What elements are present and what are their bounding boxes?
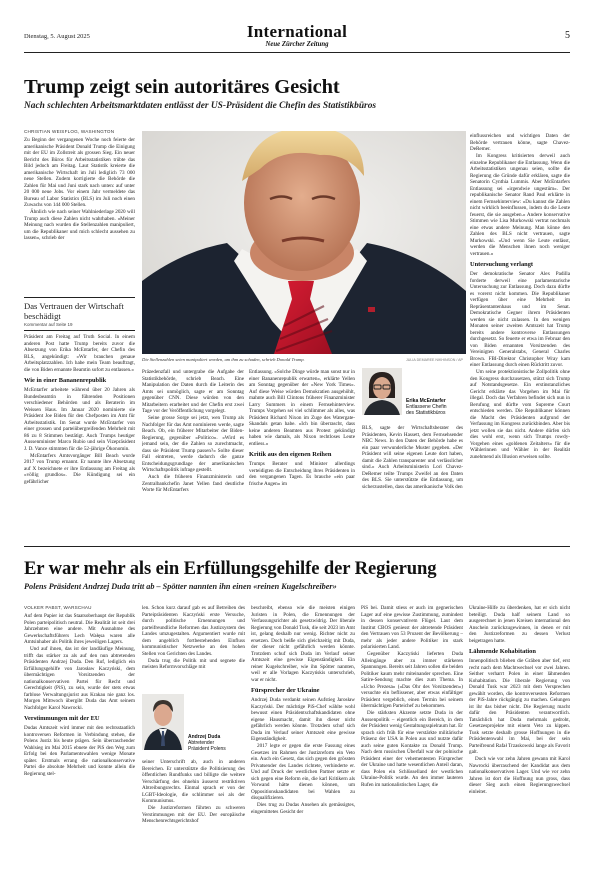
paragraph: Ukraine-Hilfe zu überdenken, hat er sich nicht beteiligt. Duda half seinem Land so ausgerechnet in jenen Kreisen international den Anschein zurückzugewinnen, in denen er mit den Justizreformen zu dessen Verlust beigetragen hatte.: [469, 605, 570, 644]
article2-col1: [24, 613, 135, 865]
duda-portrait: [142, 694, 184, 750]
teaser-rule: [24, 330, 135, 331]
article1-subhead: Nach schlechten Arbeitsmarktdaten entlässt der US-Präsident die Chefin des Statistikbüros: [24, 101, 377, 111]
paragraph: Dies trug zu Dudas Ansehen als gemässigtes, eingemittetes Gesicht der: [251, 802, 355, 815]
commentary-teaser: [24, 297, 135, 331]
paragraph: Im Kongress kritisierten derweil auch einzelne Republikaner die Entlassung. Wenn die Arbeitsstatistiken ungenau seien, sollte die Regierung die Gründe dafür erklären, sagte die Senatorin Cynthia Lummis. Aber McEntarfers Entlassung sei «irgendwie ungestüm». Der republikanische Senator Rand Paul erklärte in einem Fernsehinterview: «Du kannst die Zahlen nicht wirklich beeinflussen, indem du die Leute feuerst, die sie ausgeben.» Andere konservative Stimmen wie Lisa Murkowski vertrat nochmals eine etwas andere Meinung. Man könne den Zahlen des BLS nicht vertrauen, sagte Murkowski. «Und wenn Sie Leute entlässt, werden die Menschen ihnen noch weniger vertrauen.»: [470, 153, 570, 257]
duda-caption: [188, 734, 226, 752]
person-role: Abtretender: [188, 740, 215, 746]
paragraph: Zu Beginn der vergangenen Woche noch feierte der amerikanische Präsident Donald Trump die Einigung mit der EU im Zollstreit als grossen Sieg. Ein neuer Bericht des Büros für Arbeitsstatistiken trübte das Bild jedoch am Freitag. Laut Statistik kreierte die amerikanische Wirtschaft im Juli lediglich 73 000 neue Stellen. Zudem korrigierte die Behörde die Zahlen für Mai und Juni stark nach unten: auf unter 20 000 neue Jobs. Vor einem Jahr vermeldete das Bureau of Labor Statistics (BLS) im Juli noch einen Zuwachs von 144 000 Stellen.: [24, 137, 135, 208]
paragraph: 2017 legte er gegen die erste Fassung eines Gesetzes im Rahmen der Justizreform ein Veto ein. Auch ein Gesetz, das sich gegen den grössten Privatsender des Landes richtete, verhinderte er. Und auf Druck der westlichen Partner setzte er sich gegen eine Reform ein, die karl Kritikern als Vorwand hätte dienen können, um Oppositionskandidaten bei Wahlen zu disqualifizieren.: [251, 743, 355, 802]
person-role: des Statistikbüros: [406, 410, 446, 416]
trump-photo: [142, 131, 466, 354]
paragraph: einflussreichen und wichtigen Daten der Behörde vertrauen könne, sagte Chavez-DeRemer.: [470, 133, 570, 152]
paragraph: Der demokratische Senator Alex Padilla forderte derweil eine parlamentarische Untersuchung zur Entlassung. Doch dazu dürfte es vorerst nicht kommen. Die Republikaner verfügen über eine Mehrheit im Repräsentantenhaus und im Senat. Demokratische Gegner ihrem Präsidenten werden sie nicht zulassen. In den wenigen Monaten seiner zweiten Amtszeit hat Trump bereits andere kontroverse Entlassungen durchgesetzt. So feuerte er etwa im Februar den von Biden ernannten Vorsitzenden des Vereinigten Generalstabs, General Charles Brown. FBI-Direktor Christopher Wray kam einer Entlassung durch einen Rücktritt zuvor.: [470, 271, 570, 369]
article2-col5: [469, 605, 570, 865]
paragraph: Duda trug die Politik mit und segnete die meisten Reformvorschläge mit: [142, 657, 245, 671]
paragraph: Andrzej Duda verdankt seinen Aufstieg Jarosław Kaczyński. Der mächtige PiS-Chef wählte wohl bewusst einen Präsidentschaftskandidaten ohne eigene Hausmacht, damit ihn dieser nicht gefährlich werden könnte. Trotzdem schuf sich Duda im Verlauf seiner Amtszeit eine gewisse Eigenständigkeit.: [251, 697, 355, 742]
subheading: Wie in einer Bananenrepublik: [24, 377, 107, 384]
paragraph: Seine grosse Sorge sei jetzt, wen Trump als Nachfolger für das Amt nominieren werde, sagte Beach. Ob, ein früherer Mitarbeiter der Biden-Regierung, gegenüber «Politico». «Wird es jemand sein, der die Zahlen so zurechtmacht, dass sie Präsident Trump passen?» Sollte dieser Fall eintreten, werde dadurch die ganze Entscheidungsgrundlage der amerikanischen Wirtschaftspolitik infrage gestellt.: [142, 415, 244, 474]
paragraph: Doch wie vor zehn Jahren gewann mit Karol Nawrocki überraschend der Kandidat aus dem nationalkonservativen Lager. Und wie vor zehn Jahren ist dort die Hoffnung nun gross, dass dieser Sieg auch einen Regierungswechsel einleitet.: [469, 756, 570, 795]
paragraph: seiner Unterschrift ab, auch in anderen Bereichen. Er unterstützte die Politisierung des öffentlichen Rundfunks und billigte die weitere Verschärfung des ohnehin äusserst restriktiven Abtreibungsrechts. Einmal sprach er von der LGBT-Ideologie, die schlimmer sei als der Kommunismus.: [142, 759, 245, 804]
paragraph: BLS, sagte der Wirtschaftsberater des Präsidenten, Kevin Hassett, dem Fernsehsender NBC News. In den Daten der Behörde habe es ein paar verwunderliche Muster gegeben. «Der Präsident will seine eigenen Leute dort haben, damit die Zahlen transparenter und verlässlicher sind.» Auch Arbeitsministerin Lori Chavez-DeRemer teilte Trumps Zweifel an den Daten des BLS. Sie unterstützte die Entlassung, um sicherzustellen, dass das amerikanische Volk den: [362, 425, 463, 490]
photo-caption: Die Stellenzahlen seien manipuliert worden, um ihm zu schaden, schrieb Donald Trump.: [142, 357, 305, 362]
paragraph: Und auf ihnen, das ist der landläufige Meinung, trifft das stärker zu als auf den nun abtretenden Präsidenten Andrzej Duda. Den Ruf, lediglich ein Erfüllungsgehilfe von Jarosław Kaczyński, dem übermächtigen Vorsitzenden der nationalkonservativen Partei für Recht und Gerechtigkeit (PiS), zu sein, wurde der stets etwas farblose Verwaltungsjurist aus Krakau nie ganz los. Morgen Mittwoch übergibt Duda das Amt seinem Nachfolger Karol Nawrocki.: [24, 646, 135, 711]
paragraph: Auf dem Papier ist das Staatsoberhaupt der Republik Polen parteipolitisch neutral. Die Realität ist seit drei Jahrzehnten eine andere. Mit Ausnahme des Gewerkschaftsführers Lech Wałęsa waren alle Amtsinhaber als Politik ihres jeweiligen Lagers.: [24, 613, 135, 645]
person-name: Andrzej Duda: [188, 734, 221, 740]
face: [373, 377, 391, 399]
teaser-rule: [24, 297, 135, 298]
article2-headline: Er war mehr als ein Erfüllungsgehilfe der Regierung: [24, 558, 437, 579]
article-divider: [24, 546, 570, 547]
paragraph: Auch die früheren Finanzministerin und Zentralbankchefin Janet Yellen fand deutliche Worte für McEntarfers: [142, 474, 244, 494]
article1-col2: [142, 369, 244, 539]
article1-col4: [362, 425, 463, 539]
mcentarfer-portrait: [362, 368, 402, 415]
teaser-title: Das Vertrauen der Wirtschaft beschädigt: [24, 301, 124, 321]
subheading: Lähmende Kohabitation: [469, 648, 536, 655]
paragraph: Um seine protektionistische Zollpolitik ohne den Kongress durchzusetzen, stützt sich Trump auf Notstandsgesetze. Ein erstinstanzliches Gericht erklärte das Vorgehen im Mai für illegal. Doch das Verfahren befindet sich nun in Berufung und dürfte vom Supreme Court entschieden werden. Die Republikaner können die Macht des Präsidenten aufgrund der Verfassung im Kongress zurückbinden. Aber bis jetzt wollen sie das nicht. Andere dürfen sich dies wohl erst, wenn sich Trumps rowdy-Vorgehen eines «goldenen Zeitalters» für die Wählerinnen und Wähler in der Realität zunehmend als Illusion erweisen sollte.: [470, 369, 570, 460]
paragraph: len. Schon kurz darauf gab es auf Betreiben des Parteipräsidenten Kaczyński erste Versuche, durch politische Ernennungen und parteifreundliche Reformen das Justizsystem des Landes umzugestalten. Argumentiert wurde mit dem angeblich fortbestehenden Einfluss kommunistischer Netzwerke an den hohen Stellen von Gerichten des Landes.: [142, 605, 245, 657]
paper-name: Neue Zürcher Zeitung: [265, 41, 329, 48]
article1-byline: CHRISTIAN WEISFLOG, WASHINGTON: [24, 129, 115, 134]
photo-credit: JULIA DEMAREE NIKHINSON / AP: [406, 358, 463, 362]
article2-col4: [361, 605, 463, 865]
paragraph: Entlassung. «Solche Dinge würde man sonst nur in einer Bananenrepublik erwarten», erklärte Yellen am Sonntag gegenüber der «New York Times». Auf diese Weise würden Demokratien ausgehöhlt, mahnte auch Bill Clintons früherer Finanzminister Larry Summers in einem Fernsehinterview. Trumps Vorgehen sei viel schlimmer als alles, was Präsident Richard Nixon im Zuge des Watergate-Skandals getan habe. «Ich bin überrascht, dass keine anderen Beamten aus Protest gekündigt haben wie damals, als Nixon rechtloses Leute entliess.»: [249, 369, 355, 447]
article2-subhead: Polens Präsident Andrzej Duda tritt ab – Spötter nannten ihn einen «reinen Kugelschreiber»: [24, 582, 337, 591]
face: [154, 704, 172, 726]
page-number: 5: [565, 30, 570, 41]
mcentarfer-caption: [406, 398, 447, 416]
paragraph: PiS bei. Damit stiess er auch im gegnerischen Lager auf eine gewisse Zustimmung, zumindest in dessen konservativem Flügel. Laut dem Institut CBOS geniesst der abtretende Präsident den Vertrauen von 53 Prozent der Bevölkerung – mehr als jeder andere Politiker im stark polarisierten Land.: [361, 605, 463, 650]
paragraph: Die stärksten Akzente setzte Duda in der Aussenpolitik – eigentlich ein Bereich, in dem der Präsident wenig Gestaltungsspielraum hat. Er sprach sich früh für eine verstärkte militärische Präsenz der USA in Polen aus und nutzte dafür auch seine guten Kontakte zu Donald Trump. Nach dem russischen Überfall war der polnische Präsident einer der vehementesten Fürsprecher der Ukraine und hatte wesentlichen Anteil daran, dass Polen ein Schlüsselland der westlichen Ukraine-Politik wurde. An den immer lauteren Rufen im nationalistischen Lager, die: [361, 710, 463, 788]
article1-headline: Trump zeigt sein autoritäres Gesicht: [24, 76, 340, 98]
paragraph: Die Justizreformen führten zu schweren Verstimmungen mit der EU. Der europäische Menschenrechtsgerichtshof: [142, 805, 245, 825]
person-name: Erika McEntarfer: [406, 398, 446, 404]
paragraph: Präsident am Freitag auf Truth Social. In einem anderen Post hatte Trump bereits zuvor die Absetzung von Erika McEntarfer, der Chefin des BLS, angekündigt: «Wir brauchen genaue Arbeitsplatzzahlen. Ich habe mein Team beauftragt, die von Biden ernannte Beamtin sofort zu entlassen.»: [24, 334, 135, 373]
article2-col3: [251, 605, 355, 865]
subheading: Untersuchung verlangt: [470, 261, 534, 269]
paragraph: Dudas Amtszeit wird immer mit den rechtsstaatlich kontroversen Reformen in Verbindung stehen, die Polens Justiz bis heute prägen. Sein überraschender Wahlsieg im Mai 2015 ebnete der PiS den Weg zum Erfolg bei den Parlamentswahlen wenige Monate später. Erstmals errang die nationalkonservative Partei die absolute Mehrheit und konnte allein die Regierung stel-: [24, 725, 135, 777]
article1-col3: [249, 369, 355, 539]
article1-col1: [24, 137, 135, 291]
flag-pin: [368, 307, 375, 312]
paragraph: beschreibt, ebenso wie die meisten einigen Juristen in Polen, die Ernennungen der Verfassungsrichter als gesetzwidrig. Der liberale Regierung von Donald Tusk, die seit 2023 im Amt ist, gelang deshalb nur wenig. Richter nicht zu ersetzen. Doch beiße sich gleichzeitig mit Duda, der dieser nicht gefährlich werden könnte. Trotzdem schuf sich Duda im Verlauf seiner Amtszeit eine gewisse Eigenständigkeit. Ein reiner Kugelschreiber, wie ihn Spötter nannten, weil er alle Vorlagen Kaczyńskis unterschrieb, war er nicht.: [251, 605, 355, 683]
article2-col2b: [142, 759, 245, 865]
article1-col5: [470, 133, 570, 539]
subheading: Verstimmungen mit der EU: [24, 715, 100, 723]
teaser-note[interactable]: Kommentar auf Seite 19: [24, 322, 73, 327]
subheading: Kritik aus den eigenen Reihen: [249, 451, 332, 458]
paragraph: McEntarfers Amtsvorgänger Bill Beach wurde 2017 von Trump ernannt. Er nannte ihre Absetzung auf X bezeichnete er ihre Entlassung am Freitag als «völlig grundlos». Die Kündigung sei ein gefährlicher: [24, 452, 135, 485]
masthead-date: Dienstag, 5. August 2025: [24, 33, 90, 40]
masthead-rule: [24, 52, 570, 53]
section-title: International: [246, 22, 348, 41]
paragraph: Ähnlich wie nach seiner Wahlniederlage 2020 will Trump auch diese Zahlen nicht wahrhaben. «Meiner Meinung nach wurden die Stellenzahlen manipuliert, um die Republikaner und mich schlecht aussehen zu lassen», schrieb der: [24, 209, 135, 242]
person-role: Präsident Polens: [188, 746, 226, 752]
paragraph: Trumps Berater und Minister allerdings verteidigten die Entscheidung ihres Präsidenten in den vergangenen Tagen. Es brauche «ein paar frische Augen» im: [249, 461, 355, 487]
article2-byline: VOLKER PABST, WARSCHAU: [24, 605, 92, 610]
paragraph: Innenpolitisch blieben die Gräben aber tief, erst recht nach dem Machtwechsel vor zwei Jahren. Seither verharrt Polen in einer lähmenden Kohabitation. Die liberale Regierung von Donald Tusk war 2023 mit dem Versprechen gewählt worden, die kontroversesten Reformen der PiS-Jahre rückgängig zu machen. Gelungen ist ihr das bisher nicht. Die Regierung macht dafür den Präsidenten verantwortlich. Tatsächlich hat Duda mehrmals gedroht, Gesetzesprojekte mit einem Veto zu kippen. Tusk setzte deshalb grosse Hoffnungen in die Präsidentenwahl im Mai, bei der sein Parteifreund Rafał Trzaskowski lange als Favorit galt.: [469, 658, 570, 755]
subheading: Fürsprecher der Ukraine: [251, 687, 320, 694]
paragraph: Gegenüber Kaczyński lieferten Duda Alleingänge aber zu immer stärkeren Spannungen. Bereits seit Jahren sollen die beiden Politiker kaum mehr miteinander sprechen. Eine Satire-Sendung machte dies zum Thema. In «Ucho Prezesa» («Das Ohr des Vorsitzenden») versuchte ein beflissener, aber etwas einfältiger Präsident vergeblich, einen Termin bei seinem übermächtigen Parteichef zu bekommen.: [361, 651, 463, 710]
person-role: Entlassene Chefin: [406, 404, 447, 410]
paragraph: McEntarfer arbeitete während über 20 Jahren als Bundesbeamtin in führenden Positionen verschiedener Behörden und als Beraterin im Weissen Haus. Im Januar 2020 nominierte sie Präsident Joe Biden für den Chefposten im Amt für Arbeitsstatistik. Im Senat wurde McEntarfer von einer grossen und parteiübergreifenden Mehrheit mit 86 zu 8 Stimmen bestätigt. Auch Trumps heutiger Aussenminister Marco Rubio und sein Vizepräsident J. D. Vance stimmten für die 52-jährige Ökonomin.: [24, 387, 135, 452]
paragraph: Präzedenzfall und untergrabe die Aufgabe der Statistikbehörde, schrieb Beach. Eine Manipulation der Daten durch die Leiterin des Amts sei unmöglich, sagte er am Sonntag gegenüber CNN. Diese würden von den Mitarbeitern erarbeitet und der Chefin erst zwei Tage vor der Veröffentlichung vorgelegt.: [142, 369, 244, 414]
article2-col2: [142, 605, 245, 685]
